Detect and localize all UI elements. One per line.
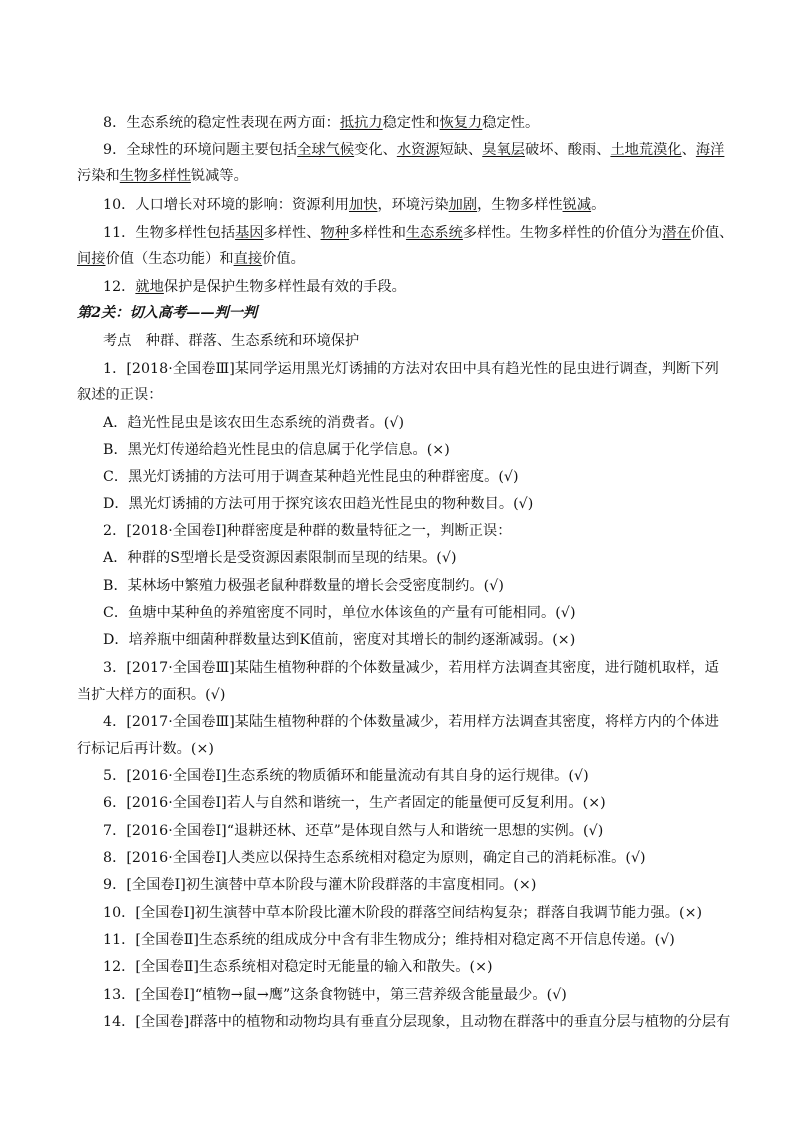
fact-text: 、 <box>681 142 696 158</box>
q1-option-c: C．黑光灯诱捕的方法可用于调查某种趋光性昆虫的种群密度。(√) <box>103 469 519 485</box>
underlined-answer: 臭氧层 <box>482 142 525 158</box>
q7: 7．[2016·全国卷Ⅰ]“退耕还林、还草”是体现自然与人和谐统一思想的实例。(√) <box>103 823 604 839</box>
fact-text: 12． <box>103 279 136 295</box>
q13: 13．[全国卷Ⅰ]“植物→鼠→鹰”这条食物链中，第三营养级含能量最少。(√) <box>103 987 567 1003</box>
underlined-answer: 抵抗力 <box>339 115 383 131</box>
fact-text: 。 <box>591 197 606 213</box>
fact-10 <box>103 195 748 215</box>
section-heading: 第2关：切入高考——判一判 <box>77 305 258 321</box>
fact-text: 价值（生态功能）和 <box>105 251 234 267</box>
fact-text: ，生物多样性 <box>477 197 563 213</box>
underlined-answer: 海洋 <box>695 142 725 158</box>
fact-11 <box>103 223 748 243</box>
fact-text: 稳定性。 <box>482 115 540 131</box>
fact-12 <box>103 277 748 297</box>
underlined-answer: 全球气候 <box>297 142 355 158</box>
fact-text: ，环境污染 <box>377 197 449 213</box>
fact-text: 价值。 <box>262 251 305 267</box>
fact-text: 锐减等。 <box>190 168 248 184</box>
fact-9-cont <box>77 166 722 186</box>
underlined-answer: 加快 <box>348 197 378 213</box>
fact-text: 多样性。生物多样性的价值分为 <box>462 225 663 241</box>
fact-text: 短缺、 <box>439 142 483 158</box>
fact-text: 价值、 <box>690 225 734 241</box>
underlined-answer: 生物多样性 <box>119 168 191 184</box>
q3-stem: 3．[2017·全国卷Ⅲ]某陆生植物种群的个体数量减少，若用样方法调查其密度，进行随机取样，适 <box>103 660 719 676</box>
q12: 12．[全国卷Ⅱ]生态系统相对稳定时无能量的输入和散失。(×) <box>103 959 493 975</box>
fact-8 <box>103 113 748 133</box>
q1-stem: 1．[2018·全国卷Ⅲ]某同学运用黑光灯诱捕的方法对农田中具有趋光性的昆虫进行调查，判断下列 <box>103 361 719 377</box>
q2-stem: 2．[2018·全国卷Ⅰ]种群密度是种群的数量特征之一，判断正误： <box>103 523 512 539</box>
q14-stem: 14．[全国卷]群落中的植物和动物均具有垂直分层现象，且动物在群落中的垂直分层与植物的分层有 <box>103 1014 731 1030</box>
fact-11-cont <box>77 249 722 269</box>
q8: 8．[2016·全国卷Ⅰ]人类应以保持生态系统相对稳定为原则，确定自己的消耗标准。(√) <box>103 850 646 866</box>
fact-text: 保护是保护生物多样性最有效的手段。 <box>163 279 406 295</box>
q5: 5．[2016·全国卷Ⅰ]生态系统的物质循环和能量流动有其自身的运行规律。(√) <box>103 768 589 784</box>
underlined-answer: 潜在 <box>662 225 691 241</box>
q6: 6．[2016·全国卷Ⅰ]若人与自然和谐统一，生产者固定的能量便可反复利用。(×) <box>103 795 606 811</box>
q1-option-a: A．趋光性昆虫是该农田生态系统的消费者。(√) <box>103 415 405 431</box>
fact-text: 11．生物多样性包括 <box>103 225 236 241</box>
q4-stem-cont: 行标记后再计数。(×) <box>77 741 215 757</box>
underlined-answer: 物种 <box>320 225 349 241</box>
underlined-answer: 就地 <box>135 279 164 295</box>
underlined-answer: 恢复力 <box>439 115 483 131</box>
underlined-answer: 基因 <box>235 225 264 241</box>
underlined-answer: 土地荒漠化 <box>610 142 682 158</box>
q1-stem-cont: 叙述的正误： <box>77 387 163 403</box>
q1-option-b: B．黑光灯传递给趋光性昆虫的信息属于化学信息。(×) <box>103 442 450 458</box>
fact-text: 多样性、 <box>263 225 321 241</box>
fact-text: 10．人口增长对环境的影响：资源利用 <box>103 197 349 213</box>
q10: 10．[全国卷Ⅰ]初生演替中草本阶段比灌木阶段的群落空间结构复杂；群落自我调节能力强。(×) <box>103 905 703 921</box>
underlined-answer: 间接 <box>77 251 106 267</box>
fact-text: 变化、 <box>354 142 397 158</box>
fact-text: 8．生态系统的稳定性表现在两方面： <box>103 115 340 131</box>
fact-text: 9．全球性的环境问题主要包括 <box>103 142 298 158</box>
q9: 9．[全国卷Ⅰ]初生演替中草本阶段与灌木阶段群落的丰富度相同。(×) <box>103 877 537 893</box>
fact-text: 多样性和 <box>348 225 406 241</box>
topic-line: 考点 种群、群落、生态系统和环境保护 <box>103 333 360 349</box>
q2-option-c: C．鱼塘中某种鱼的养殖密度不同时，单位水体该鱼的产量有可能相同。(√) <box>103 605 576 621</box>
q3-stem-cont: 当扩大样方的面积。(√) <box>77 687 226 703</box>
fact-9 <box>103 140 748 160</box>
q4-stem: 4．[2017·全国卷Ⅲ]某陆生植物种群的个体数量减少，若用样方法调查其密度，将样方内的个体进 <box>103 714 719 730</box>
fact-text: 稳定性和 <box>382 115 440 131</box>
underlined-answer: 加剧 <box>448 197 478 213</box>
q2-option-b: B．某林场中繁殖力极强老鼠种群数量的增长会受密度制约。(√) <box>103 578 504 594</box>
q2-option-a: A．种群的S型增长是受资源因素限制而呈现的结果。(√) <box>103 550 457 566</box>
fact-text: 破坏、酸雨、 <box>525 142 611 158</box>
q11: 11．[全国卷Ⅱ]生态系统的组成成分中含有非生物成分；维持相对稳定离不开信息传递。(√) <box>103 932 675 948</box>
underlined-answer: 锐减 <box>562 197 592 213</box>
fact-text: 污染和 <box>77 168 120 184</box>
q2-option-d: D．培养瓶中细菌种群数量达到K值前，密度对其增长的制约逐渐减弱。(×) <box>103 632 576 648</box>
q1-option-d: D．黑光灯诱捕的方法可用于探究该农田趋光性昆虫的物种数目。(√) <box>103 496 534 512</box>
underlined-answer: 水资源 <box>396 142 440 158</box>
underlined-answer: 直接 <box>233 251 263 267</box>
underlined-answer: 生态系统 <box>405 225 463 241</box>
